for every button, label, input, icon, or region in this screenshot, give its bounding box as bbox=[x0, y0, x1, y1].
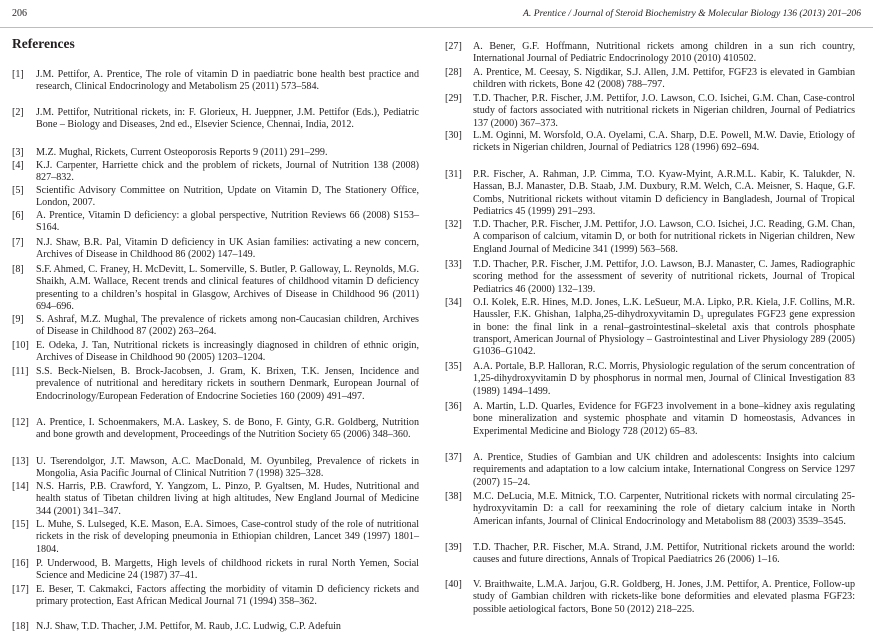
reference-number: [9] bbox=[12, 314, 24, 325]
reference-item bbox=[12, 340, 419, 365]
reference-text: Scientific Advisory Committee on Nutrition, Update on Vitamin D, The Stationery Office, London, 2007. bbox=[36, 185, 419, 209]
reference-item bbox=[12, 621, 419, 633]
reference-text: U. Tserendolgor, J.T. Mawson, A.C. MacDonald, M. Oyunbileg, Prevalence of rickets in Mongolia, Asia Pacific Journal of Clinical Nutrition 7 (1998) 325–328. bbox=[36, 456, 419, 480]
reference-item bbox=[445, 67, 855, 92]
reference-item bbox=[12, 69, 419, 94]
reference-item bbox=[12, 160, 419, 185]
reference-number: [40] bbox=[445, 579, 462, 590]
reference-number: [39] bbox=[445, 542, 462, 553]
reference-number: [37] bbox=[445, 452, 462, 463]
references-heading: References bbox=[12, 36, 75, 51]
reference-number: [1] bbox=[12, 69, 24, 80]
reference-item bbox=[445, 93, 855, 130]
reference-text: P. Underwood, B. Margetts, High levels of childhood rickets in rural North Yemen, Social Science and Medicine 24 (1987) 37–41. bbox=[36, 558, 419, 582]
reference-item bbox=[445, 401, 855, 438]
reference-item bbox=[12, 366, 419, 403]
reference-number: [12] bbox=[12, 417, 29, 428]
reference-item bbox=[12, 185, 419, 210]
reference-text: E. Beser, T. Cakmakci, Factors affecting the morbidity of vitamin D deficiency rickets and primary protection, East African Medical Journal 71 (1994) 358–362. bbox=[36, 584, 419, 608]
reference-number: [11] bbox=[12, 366, 29, 377]
reference-number: [31] bbox=[445, 169, 462, 180]
reference-text: M.Z. Mughal, Rickets, Current Osteoporosis Reports 9 (2011) 291–299. bbox=[36, 147, 328, 158]
reference-item bbox=[12, 314, 419, 339]
reference-number: [28] bbox=[445, 67, 462, 78]
reference-item bbox=[445, 361, 855, 398]
reference-text: A. Prentice, M. Ceesay, S. Nigdikar, S.J. Allen, J.M. Pettifor, FGF23 is elevated in Gambian children with rickets, Bone 42 (2008) 788–797. bbox=[473, 67, 855, 91]
reference-item bbox=[445, 579, 855, 616]
reference-number: [2] bbox=[12, 107, 24, 118]
reference-item bbox=[445, 259, 855, 296]
page-number: 206 bbox=[12, 8, 27, 19]
running-head: A. Prentice / Journal of Steroid Biochemistry & Molecular Biology 136 (2013) 201–206 bbox=[523, 8, 861, 19]
reference-text: T.D. Thacher, P.R. Fischer, M.A. Strand, J.M. Pettifor, Nutritional rickets around the world: causes and future directions, Annals of Tropical Paediatrics 26 (2006) 1–16. bbox=[473, 542, 855, 566]
reference-item bbox=[12, 481, 419, 518]
reference-number: [6] bbox=[12, 210, 24, 221]
reference-number: [27] bbox=[445, 41, 462, 52]
reference-text: V. Braithwaite, L.M.A. Jarjou, G.R. Goldberg, H. Jones, J.M. Pettifor, A. Prentice, Follow-up study of Gambian children with rickets-like bone deformities and elevated plasma FGF23: possible aetiological factors, Bone 50 (2012) 218–225. bbox=[473, 579, 855, 615]
reference-item bbox=[12, 264, 419, 313]
reference-number: [38] bbox=[445, 491, 462, 502]
reference-item bbox=[445, 491, 855, 528]
reference-number: [14] bbox=[12, 481, 29, 492]
reference-item bbox=[12, 584, 419, 609]
reference-number: [8] bbox=[12, 264, 24, 275]
reference-item bbox=[12, 210, 419, 235]
reference-number: [18] bbox=[12, 621, 29, 632]
reference-text: E. Odeka, J. Tan, Nutritional rickets is increasingly diagnosed in children of ethnic origin, Archives of Disease in Childhood 90 (2005) 1203–1204. bbox=[36, 340, 419, 364]
reference-item bbox=[445, 219, 855, 256]
reference-number: [32] bbox=[445, 219, 462, 230]
reference-text: L. Muhe, S. Lulseged, K.E. Mason, E.A. Simoes, Case-control study of the role of nutritional rickets in the risk of developing pneumonia in Ethiopian children, Lancet 349 (1997) 1801–1804. bbox=[36, 519, 419, 555]
reference-number: [13] bbox=[12, 456, 29, 467]
reference-text: S.S. Beck-Nielsen, B. Brock-Jacobsen, J. Gram, K. Brixen, T.K. Jensen, Incidence and prevalence of nutritional and hereditary rickets in southern Denmark, European Journal of Endocrinology/European Federation of Endocrine Societies 160 (2009) 491–497. bbox=[36, 366, 419, 402]
reference-number: [36] bbox=[445, 401, 462, 412]
reference-number: [15] bbox=[12, 519, 29, 530]
reference-item bbox=[445, 542, 855, 567]
reference-text: N.S. Harris, P.B. Crawford, Y. Yangzom, L. Pinzo, P. Gyaltsen, M. Hudes, Nutritional and health status of Tibetan children living at high altitudes, New England Journal of Medicine 344 (2001) 341–347. bbox=[36, 481, 419, 517]
reference-number: [7] bbox=[12, 237, 24, 248]
reference-item bbox=[445, 130, 855, 155]
reference-number: [3] bbox=[12, 147, 24, 158]
reference-number: [33] bbox=[445, 259, 462, 270]
reference-text: L.M. Oginni, M. Worsfold, O.A. Oyelami, C.A. Sharp, D.E. Powell, M.W. Davie, Etiology of rickets in Nigerian children, Journal of Pediatrics 128 (1996) 692–694. bbox=[473, 130, 855, 154]
reference-item bbox=[12, 417, 419, 442]
page-header bbox=[0, 0, 873, 28]
reference-text: A.A. Portale, B.P. Halloran, R.C. Morris, Physiologic regulation of the serum concentration of 1,25-dihydroxyvitamin D by phosphorus in normal men, Journal of Clinical Investigation 83 (1989) 1494–1499. bbox=[473, 361, 855, 397]
reference-text: J.M. Pettifor, Nutritional rickets, in: F. Glorieux, H. Jueppner, J.M. Pettifor (Eds.), Pediatric Bone – Biology and Diseases, 2nd ed., Elsevier Science, Chennai, India, 2012. bbox=[36, 107, 419, 131]
reference-text: A. Bener, G.F. Hoffmann, Nutritional rickets among children in a sun rich country, International Journal of Pediatric Endocrinology 2010 (2010) 410502. bbox=[473, 41, 855, 65]
reference-text: N.J. Shaw, T.D. Thacher, J.M. Pettifor, M. Raub, J.C. Ludwig, C.P. Adefuin bbox=[36, 621, 341, 632]
reference-item bbox=[445, 41, 855, 66]
reference-text: A. Prentice, Vitamin D deficiency: a global perspective, Nutrition Reviews 66 (2008) S153–S164. bbox=[36, 210, 419, 234]
reference-item bbox=[12, 558, 419, 583]
reference-number: [35] bbox=[445, 361, 462, 372]
reference-number: [29] bbox=[445, 93, 462, 104]
reference-text: M.C. DeLucia, M.E. Mitnick, T.O. Carpenter, Nutritional rickets with normal circulating 25-hydroxyvitamin D: a call for reexamining the role of dietary calcium intake in North American infants, Journal of Clinical Endocrinology and Metabolism 88 (2003) 3539–3545. bbox=[473, 491, 855, 527]
reference-item bbox=[445, 297, 855, 358]
reference-text: P.R. Fischer, A. Rahman, J.P. Cimma, T.O. Kyaw-Myint, A.R.M.L. Kabir, K. Talukder, N. Hassan, B.J. Manaster, D.B. Staab, J.M. Duxbury, R.M. Welch, C.A. Meisner, S. Haque, G.F. Combs, Nutritional rickets without vitamin D deficiency in Bangladesh, Journal of Tropical Pediatrics 45 (1999) 291–293. bbox=[473, 169, 855, 217]
reference-number: [17] bbox=[12, 584, 29, 595]
reference-text: A. Prentice, Studies of Gambian and UK children and adolescents: Insights into calcium requirements and adaptation to a low calcium intake, International Congress on Service 1297 (2007) 15–24. bbox=[473, 452, 855, 488]
reference-text: A. Prentice, I. Schoenmakers, M.A. Laskey, S. de Bono, F. Ginty, G.R. Goldberg, Nutrition and bone growth and development, Proceedings of the Nutrition Society 65 (2006) 348–360. bbox=[36, 417, 419, 441]
reference-text: T.D. Thacher, P.R. Fischer, J.M. Pettifor, J.O. Lawson, B.J. Manaster, C. James, Radiographic scoring method for the assessment of severity of nutritional rickets, Journal of Tropical Pediatrics 46 (2000) 132–139. bbox=[473, 259, 855, 295]
reference-number: [5] bbox=[12, 185, 24, 196]
reference-item bbox=[12, 237, 419, 262]
reference-number: [34] bbox=[445, 297, 462, 308]
reference-text: J.M. Pettifor, A. Prentice, The role of vitamin D in paediatric bone health best practice and research, Clinical Endocrinology and Metabolism 25 (2011) 573–584. bbox=[36, 69, 419, 93]
reference-number: [30] bbox=[445, 130, 462, 141]
reference-text: T.D. Thacher, P.R. Fischer, J.M. Pettifor, J.O. Lawson, C.O. Isichei, J.C. Reading, G.M. Chan, A comparison of calcium, vitamin D, or both for nutritional rickets in Nigerian children, New England Journal of Medicine 341 (1999) 563–568. bbox=[473, 219, 855, 255]
reference-number: [16] bbox=[12, 558, 29, 569]
reference-item bbox=[12, 107, 419, 132]
reference-item bbox=[12, 147, 419, 159]
reference-number: [4] bbox=[12, 160, 24, 171]
reference-text: A. Martin, L.D. Quarles, Evidence for FGF23 involvement in a bone–kidney axis regulating bone mineralization and systemic phosphate and vitamin D homeostasis, Advances in Experimental Medicine and Biology 728 (2012) 65–83. bbox=[473, 401, 855, 437]
reference-text: S. Ashraf, M.Z. Mughal, The prevalence of rickets among non-Caucasian children, Archives of Disease in Childhood 87 (2002) 263–264. bbox=[36, 314, 419, 338]
reference-text: K.J. Carpenter, Harriette chick and the problem of rickets, Journal of Nutrition 138 (2008) 827–832. bbox=[36, 160, 419, 184]
reference-number: [10] bbox=[12, 340, 29, 351]
reference-item bbox=[12, 519, 419, 556]
reference-item bbox=[12, 456, 419, 481]
reference-text: N.J. Shaw, B.R. Pal, Vitamin D deficiency in UK Asian families: activating a new concern, Archives of Disease in Childhood 86 (2002) 147–149. bbox=[36, 237, 419, 261]
reference-item bbox=[445, 452, 855, 489]
reference-item bbox=[445, 169, 855, 218]
reference-text: O.I. Kolek, E.R. Hines, M.D. Jones, L.K. LeSueur, M.A. Lipko, P.R. Kiela, J.F. Collins, M.R. Haussler, F.K. Ghishan, 1alpha,25-dihydroxyvitamin D₃ upregulates FGF23 gene expression in bone: the final link in a renal–gastrointestinal–skeletal axis that controls phosphate transport, American Journal of Physiology – Gastrointestinal and Liver Physiology 289 (2005) G1036–G1042. bbox=[473, 297, 855, 358]
reference-text: T.D. Thacher, P.R. Fischer, J.M. Pettifor, J.O. Lawson, C.O. Isichei, G.M. Chan, Case-control study of factors associated with nutritional rickets in Nigerian children, Journal of Pediatrics 137 (2000) 367–373. bbox=[473, 93, 855, 129]
reference-text: S.F. Ahmed, C. Franey, H. McDevitt, L. Somerville, S. Butler, P. Galloway, L. Reynolds, M.G. Shaikh, A.M. Wallace, Recent trends and clinical features of childhood vitamin D deficiency presenting to a children’s hospital in Glasgow, Archives of Disease in Childhood 96 (2011) 694–696. bbox=[36, 264, 419, 312]
